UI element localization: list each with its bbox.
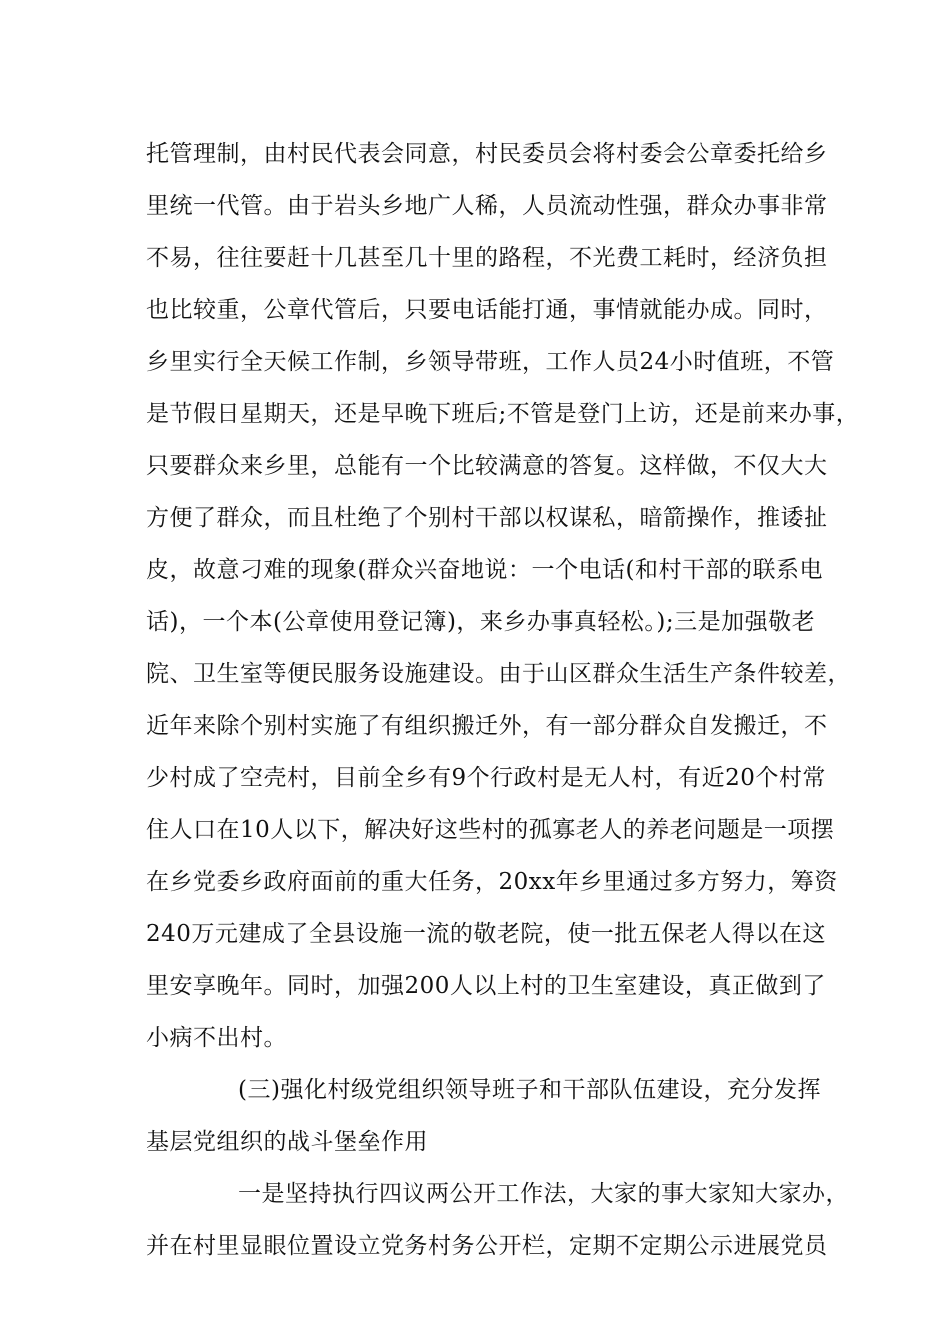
body-text-line: 在乡党委乡政府面前的重大任务，20xx年乡里通过多方努力，筹资 — [146, 869, 838, 895]
body-text-line: 里统一代管。由于岩头乡地广人稀，人员流动性强，群众办事非常 — [146, 193, 828, 219]
body-text-line: 一是坚持执行四议两公开工作法，大家的事大家知大家办， — [238, 1181, 849, 1207]
body-text-line: 是节假日星期天，还是早晚下班后;不管是登门上访，还是前来办事， — [146, 401, 860, 427]
body-text-line: 不易，往往要赶十几甚至几十里的路程，不光费工耗时，经济负担 — [146, 245, 828, 271]
body-text-line: 托管理制，由村民代表会同意，村民委员会将村委会公章委托给乡 — [146, 141, 828, 167]
body-text-line: 住人口在10人以下，解决好这些村的孤寡老人的养老问题是一项摆 — [146, 817, 835, 843]
body-text-line: 院、卫生室等便民服务设施建设。由于山区群众生活生产条件较差， — [146, 661, 851, 687]
body-text-line: 话)，一个本(公章使用登记簿)，来乡办事真轻松。);三是加强敬老 — [146, 609, 816, 635]
body-text-line: 皮，故意刁难的现象(群众兴奋地说：一个电话(和村干部的联系电 — [146, 557, 823, 583]
section-heading-line: 基层党组织的战斗堡垒作用 — [146, 1129, 428, 1155]
body-text-line: 方便了群众，而且杜绝了个别村干部以权谋私，暗箭操作，推诿扯 — [146, 505, 828, 531]
body-text-line: 里安享晚年。同时，加强200人以上村的卫生室建设，真正做到了 — [146, 973, 826, 999]
body-text-line: 240万元建成了全县设施一流的敬老院，使一批五保老人得以在这 — [146, 921, 826, 947]
body-text-line: 并在村里显眼位置设立党务村务公开栏，定期不定期公示进展党员 — [146, 1233, 828, 1259]
body-text-line: 小病不出村。 — [146, 1025, 287, 1051]
body-text-line: 也比较重，公章代管后，只要电话能打通，事情就能办成。同时， — [146, 297, 828, 323]
section-heading-line: (三)强化村级党组织领导班子和干部队伍建设，充分发挥 — [238, 1077, 821, 1103]
body-text-line: 只要群众来乡里，总能有一个比较满意的答复。这样做，不仅大大 — [146, 453, 828, 479]
body-text-line: 少村成了空壳村，目前全乡有9个行政村是无人村，有近20个村常 — [146, 765, 826, 791]
body-text-line: 近年来除个别村实施了有组织搬迁外，有一部分群众自发搬迁，不 — [146, 713, 828, 739]
body-text-line: 乡里实行全天候工作制，乡领导带班，工作人员24小时值班，不管 — [146, 349, 835, 375]
